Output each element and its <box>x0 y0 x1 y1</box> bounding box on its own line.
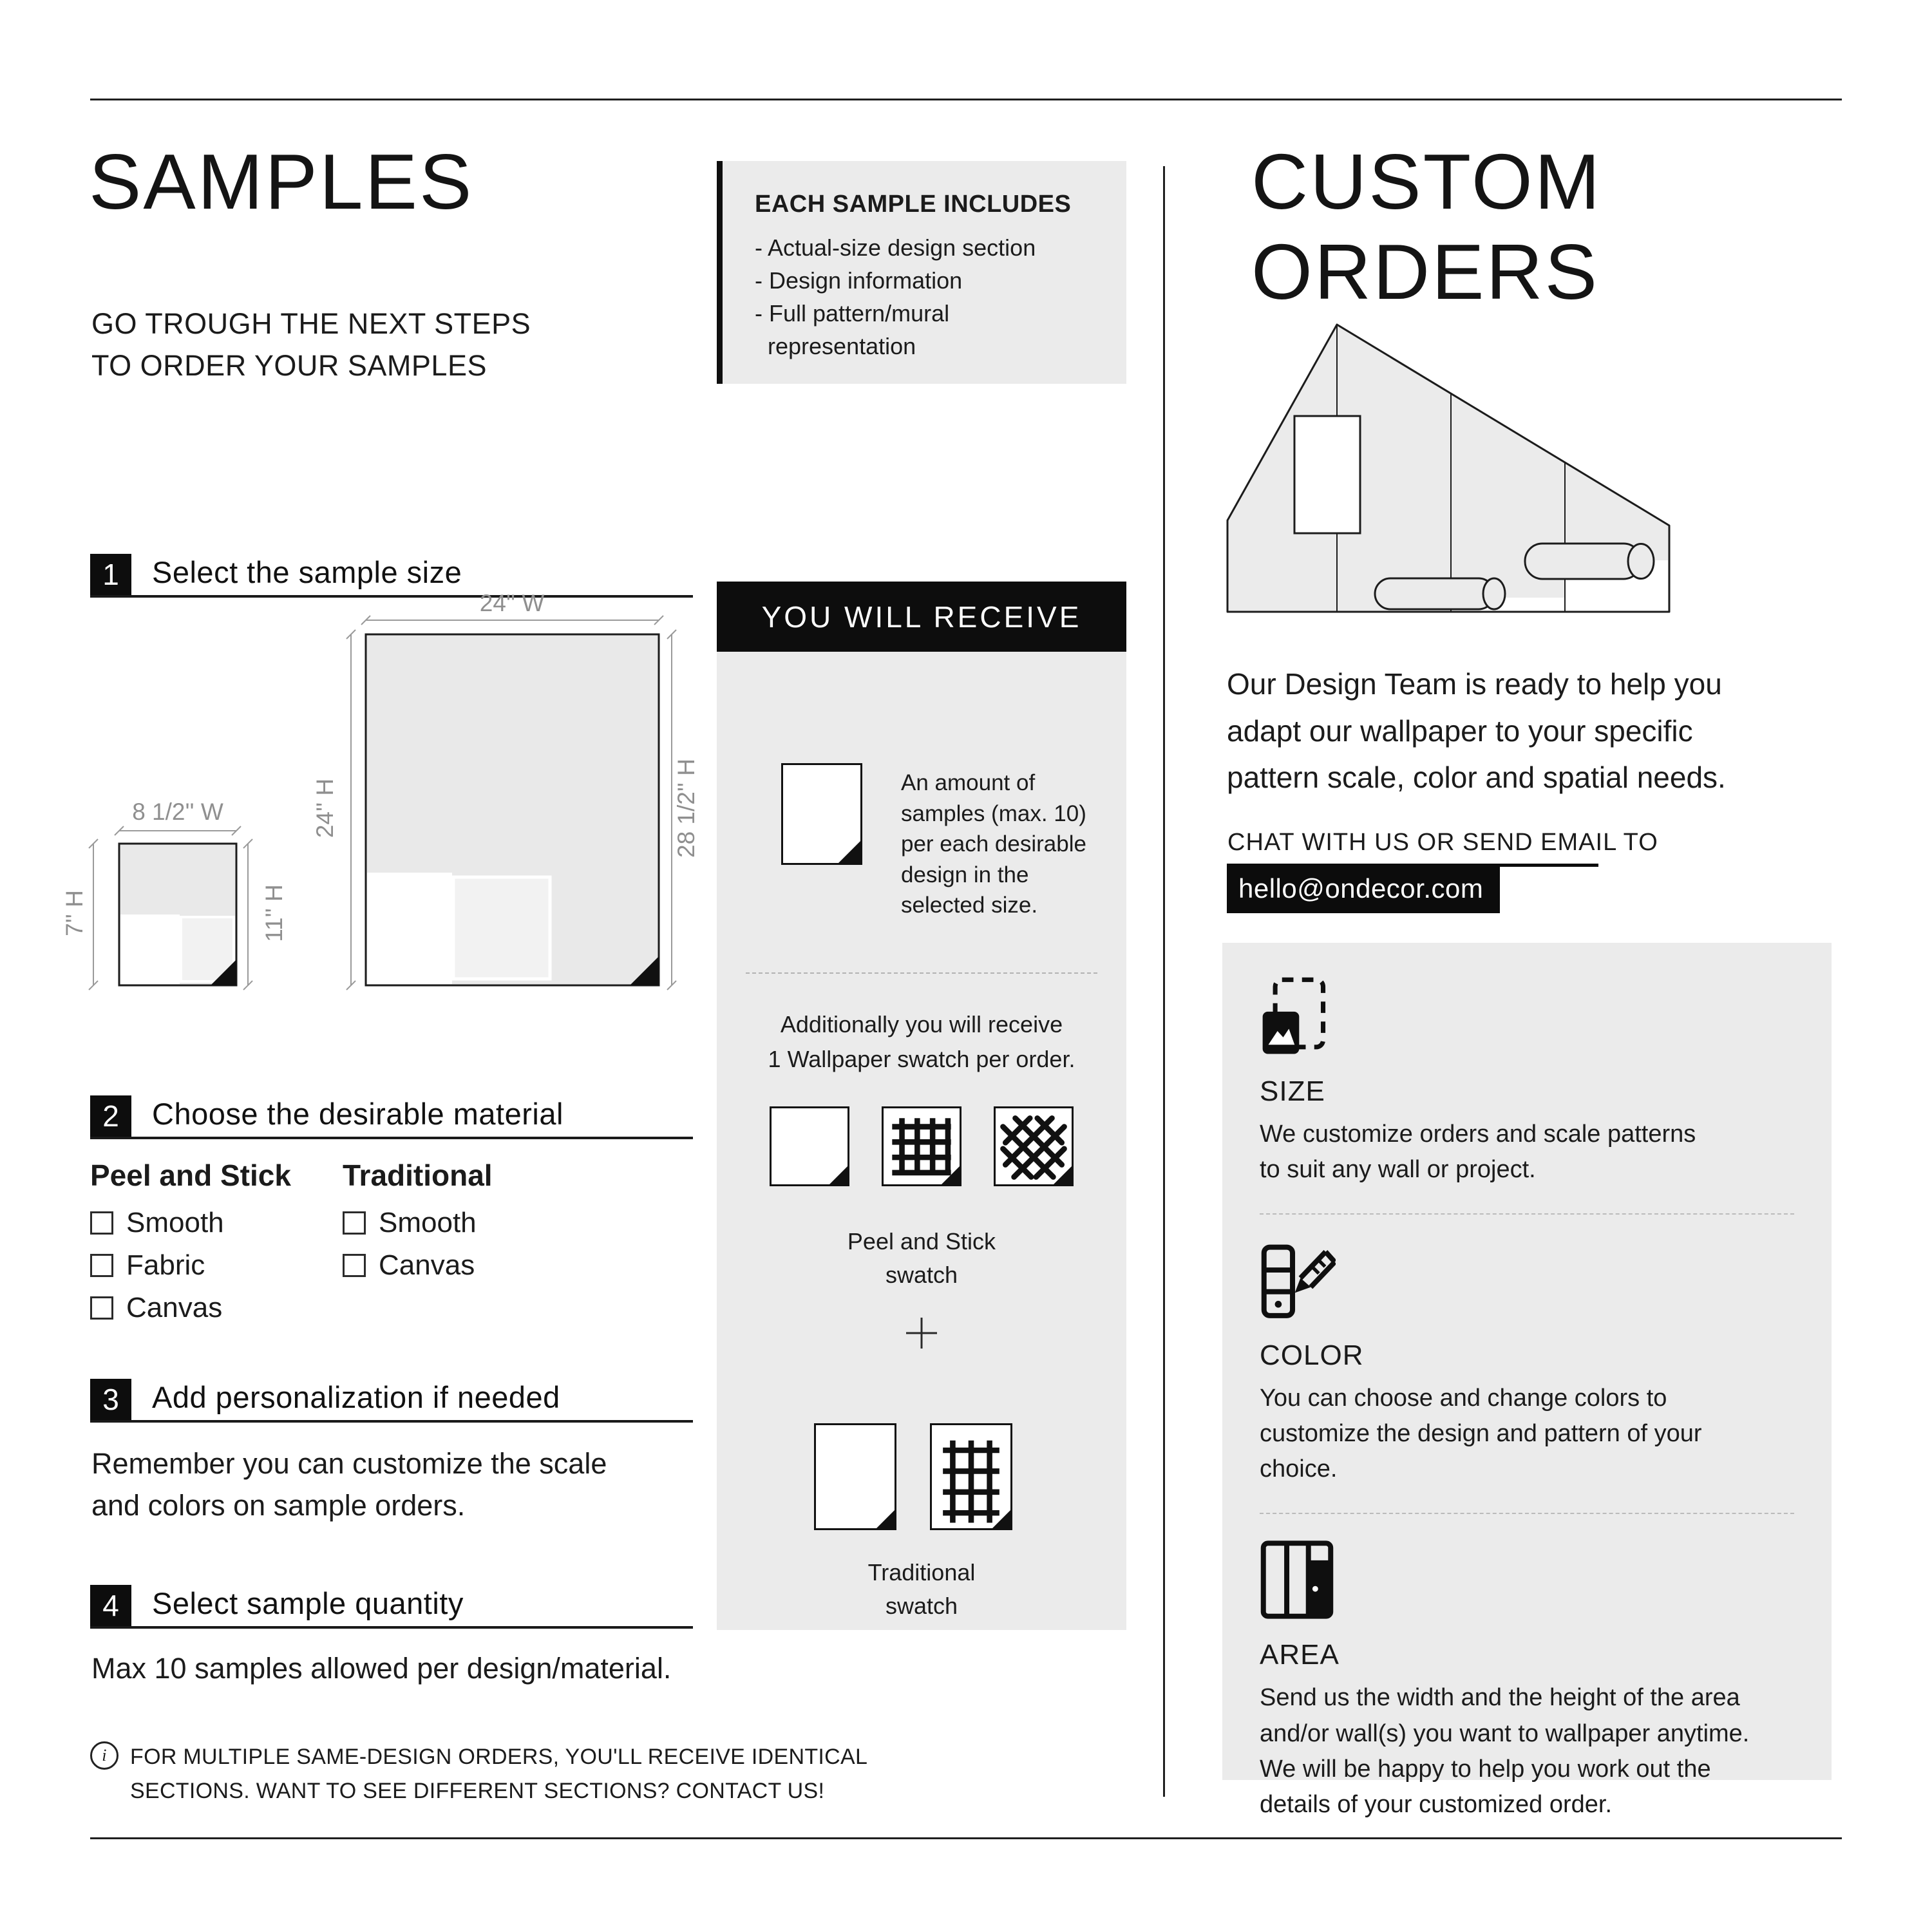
material-option-canvas: Canvas <box>343 1249 493 1282</box>
material-option-canvas: Canvas <box>90 1292 291 1324</box>
chat-label: CHAT WITH US OR SEND EMAIL TO <box>1227 829 1658 856</box>
samples-intro: GO TROUGH THE NEXT STEPS TO ORDER YOUR SAMPLES <box>91 307 531 383</box>
samples-amount-text: An amount of samples (max. 10) per each desirable design in the selected size. <box>901 770 1086 918</box>
house-illustration <box>1222 321 1673 617</box>
dashed-divider <box>1260 1213 1794 1215</box>
feature-title: AREA <box>1260 1639 1340 1671</box>
checkbox[interactable] <box>90 1211 113 1235</box>
blank-swatch-icon <box>814 1423 896 1530</box>
info-icon: i <box>90 1741 118 1770</box>
folded-corner-icon <box>876 1510 895 1529</box>
step-number-badge: 3 <box>90 1379 131 1420</box>
material-title: Peel and Stick <box>90 1159 291 1192</box>
custom-orders-panel <box>1222 943 1832 1818</box>
feature-title: SIZE <box>1260 1075 1325 1107</box>
feature-text: We customize orders and scale patterns to suit any wall or project. <box>1260 1121 1696 1184</box>
crosshatch-swatch-icon <box>994 1106 1074 1186</box>
folded-corner-icon <box>829 1166 848 1185</box>
samples-title: SAMPLES <box>89 138 474 225</box>
additional-swatch-text: Additionally you will receive 1 Wallpaper swatch per order. <box>768 1011 1075 1072</box>
traditional-swatch-label: Traditional swatch <box>867 1559 976 1620</box>
step-number-badge: 4 <box>90 1585 131 1626</box>
material-option-smooth: Smooth <box>343 1207 493 1239</box>
step-1-header: 1 Select the sample size <box>90 549 693 598</box>
you-will-receive-panel <box>717 652 1126 1630</box>
footnote-text: FOR MULTIPLE SAME-DESIGN ORDERS, YOU'LL RECEIVE IDENTICAL SECTIONS. WANT TO SEE DIFFERENT SECTIONS? CONTACT US! <box>130 1745 868 1803</box>
feature-text: Send us the width and the height of the area and/or wall(s) you want to wallpaper anytime. We will be happy to help you work out the details of your customized order. <box>1260 1684 1750 1818</box>
traditional-swatch-row <box>814 1423 1012 1530</box>
folded-corner-icon <box>992 1510 1011 1529</box>
step-4-header: 4 Select sample quantity <box>90 1580 693 1629</box>
paper-sample-icon <box>781 763 862 865</box>
feature-text: You can choose and change colors to customize the design and pattern of your choice. <box>1260 1385 1702 1483</box>
dashed-divider <box>1260 1513 1794 1514</box>
feature-title: COLOR <box>1260 1340 1364 1372</box>
grid-swatch-icon <box>930 1423 1012 1530</box>
material-option-fabric: Fabric <box>90 1249 291 1282</box>
step-3-header: 3 Add personalization if needed <box>90 1374 693 1423</box>
footnote <box>90 1740 867 1808</box>
folded-corner-icon <box>838 840 861 864</box>
feature-color <box>1260 1240 1794 1487</box>
material-title: Traditional <box>343 1159 493 1192</box>
step-number-badge: 2 <box>90 1095 131 1137</box>
wall-area-icon <box>1260 1540 1334 1620</box>
design-team-text: Our Design Team is ready to help you adapt our wallpaper to your specific pattern scale, color and spatial needs. <box>1227 667 1726 795</box>
peel-and-stick-swatch-label: Peel and Stick swatch <box>847 1228 996 1289</box>
dim-large-width: 24'' W <box>479 590 545 616</box>
material-column-traditional <box>343 1158 493 1282</box>
dim-small-width: 8 1/2'' W <box>132 799 223 825</box>
folded-corner-icon <box>941 1166 960 1185</box>
bottom-rule <box>90 1837 1842 1839</box>
size-diagram-drawing <box>64 580 696 992</box>
material-column-peel-and-stick <box>90 1158 291 1324</box>
blank-swatch-icon <box>770 1106 849 1186</box>
sample-size-diagram <box>61 580 699 992</box>
dashed-divider <box>746 972 1097 974</box>
each-sample-includes-box <box>717 161 1126 384</box>
size-icon <box>1260 976 1332 1056</box>
peel-and-stick-swatch-row <box>770 1106 1074 1186</box>
step-number-badge: 1 <box>90 554 131 595</box>
plus-icon <box>717 1315 1126 1351</box>
checkbox[interactable] <box>343 1211 366 1235</box>
dim-small-height-left: 7'' H <box>61 890 88 936</box>
dim-small-height-right: 11'' H <box>261 884 287 942</box>
checkbox[interactable] <box>90 1296 113 1320</box>
includes-title: EACH SAMPLE INCLUDES <box>755 191 1072 218</box>
feature-size <box>1260 976 1794 1188</box>
step-2-header: 2 Choose the desirable material <box>90 1090 693 1139</box>
you-will-receive-header: YOU WILL RECEIVE <box>717 582 1126 652</box>
custom-orders-title: CUSTOM ORDERS <box>1251 138 1602 316</box>
checkbox[interactable] <box>90 1254 113 1277</box>
dim-large-height-right: 28 1/2'' H <box>673 759 699 858</box>
checkbox[interactable] <box>343 1254 366 1277</box>
step-4-body: Max 10 samples allowed per design/material. <box>91 1652 672 1685</box>
column-divider <box>1163 166 1165 1797</box>
dim-large-height-left: 24'' H <box>312 778 338 838</box>
feature-area <box>1260 1540 1794 1822</box>
top-rule <box>90 99 1842 100</box>
material-option-smooth: Smooth <box>90 1207 291 1239</box>
color-swatches-icon <box>1260 1240 1336 1320</box>
email-address[interactable]: hello@ondecor.com <box>1227 867 1500 913</box>
step-3-body: Remember you can customize the scale and colors on sample orders. <box>91 1447 607 1522</box>
includes-list: - Actual-size design section - Design information - Full pattern/mural representation <box>755 234 1036 360</box>
folded-corner-icon <box>1053 1166 1072 1185</box>
grid-swatch-icon <box>882 1106 961 1186</box>
